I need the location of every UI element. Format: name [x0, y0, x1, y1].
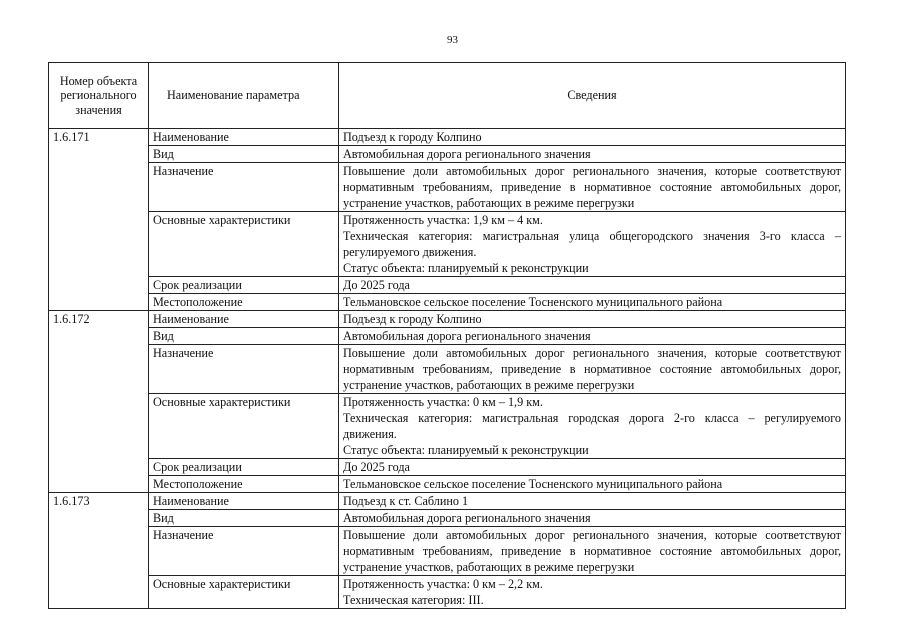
param-term-label: Срок реализации — [149, 277, 339, 294]
param-chars-label: Основные характеристики — [149, 394, 339, 459]
param-term-value: До 2025 года — [339, 459, 846, 476]
param-chars-value — [339, 576, 846, 609]
param-purpose-label: Назначение — [149, 163, 339, 212]
chars-length: Протяженность участка: 1,9 км – 4 км. — [343, 213, 543, 227]
header-object-number: Номер объекта регионального значения — [49, 63, 149, 129]
page-number: 93 — [447, 34, 458, 46]
table-row — [49, 294, 846, 311]
param-chars-label: Основные характеристики — [149, 576, 339, 609]
table-row — [49, 576, 846, 609]
param-term-label: Срок реализации — [149, 459, 339, 476]
chars-length: Протяженность участка: 0 км – 2,2 км. — [343, 577, 543, 591]
table-row — [49, 129, 846, 146]
param-type-value: Автомобильная дорога регионального значения — [339, 146, 846, 163]
param-type-label: Вид — [149, 146, 339, 163]
param-location-label: Местоположение — [149, 476, 339, 493]
param-location-value: Тельмановское сельское поселение Тосненского муниципального района — [339, 294, 846, 311]
param-purpose-value: Повышение доли автомобильных дорог регионального значения, которые соответствуют нормативным требованиям, приведение в нормативное состояние автомобильных дорог, устранение участков, работающих в режиме перегрузки — [339, 527, 846, 576]
param-type-label: Вид — [149, 510, 339, 527]
table-row — [49, 311, 846, 328]
table-row — [49, 328, 846, 345]
object-number: 1.6.172 — [49, 311, 149, 328]
param-type-label: Вид — [149, 328, 339, 345]
param-name-label: Наименование — [149, 311, 339, 328]
param-name-value: Подъезд к городу Колпино — [339, 311, 846, 328]
chars-category: Техническая категория: магистральная улица общегородского значения 3-го класса – регулируемого движения. — [343, 229, 841, 259]
table-row — [49, 394, 846, 459]
chars-status: Статус объекта: планируемый к реконструкции — [343, 261, 589, 275]
regional-objects-table — [48, 62, 846, 609]
table-row — [49, 212, 846, 277]
param-chars-label: Основные характеристики — [149, 212, 339, 277]
param-type-value: Автомобильная дорога регионального значения — [339, 510, 846, 527]
param-name-value: Подъезд к ст. Саблино 1 — [339, 493, 846, 510]
table-row — [49, 493, 846, 510]
header-details: Сведения — [339, 63, 846, 129]
param-purpose-label: Назначение — [149, 345, 339, 394]
param-name-label: Наименование — [149, 129, 339, 146]
param-location-label: Местоположение — [149, 294, 339, 311]
chars-status: Статус объекта: планируемый к реконструкции — [343, 443, 589, 457]
param-term-value: До 2025 года — [339, 277, 846, 294]
table-row — [49, 527, 846, 576]
object-number: 1.6.173 — [49, 493, 149, 510]
param-name-value: Подъезд к городу Колпино — [339, 129, 846, 146]
chars-category: Техническая категория: магистральная городская дорога 2-го класса – регулируемого движения. — [343, 411, 841, 441]
param-purpose-value: Повышение доли автомобильных дорог регионального значения, которые соответствуют нормативным требованиям, приведение в нормативное состояние автомобильных дорог, устранение участков, работающих в режиме перегрузки — [339, 345, 846, 394]
table-row — [49, 345, 846, 394]
param-purpose-label: Назначение — [149, 527, 339, 576]
param-chars-value — [339, 212, 846, 277]
table-header-row — [49, 63, 846, 129]
param-name-label: Наименование — [149, 493, 339, 510]
param-chars-value — [339, 394, 846, 459]
table-row — [49, 476, 846, 493]
table-row — [49, 146, 846, 163]
table-row — [49, 277, 846, 294]
param-type-value: Автомобильная дорога регионального значения — [339, 328, 846, 345]
chars-category: Техническая категория: III. — [343, 593, 484, 607]
param-location-value: Тельмановское сельское поселение Тосненского муниципального района — [339, 476, 846, 493]
param-purpose-value: Повышение доли автомобильных дорог регионального значения, которые соответствуют нормативным требованиям, приведение в нормативное состояние автомобильных дорог, устранение участков, работающих в режиме перегрузки — [339, 163, 846, 212]
table-row — [49, 163, 846, 212]
object-number: 1.6.171 — [49, 129, 149, 146]
chars-length: Протяженность участка: 0 км – 1,9 км. — [343, 395, 543, 409]
table-row — [49, 459, 846, 476]
header-parameter-name: Наименование параметра — [149, 63, 339, 129]
table-row — [49, 510, 846, 527]
